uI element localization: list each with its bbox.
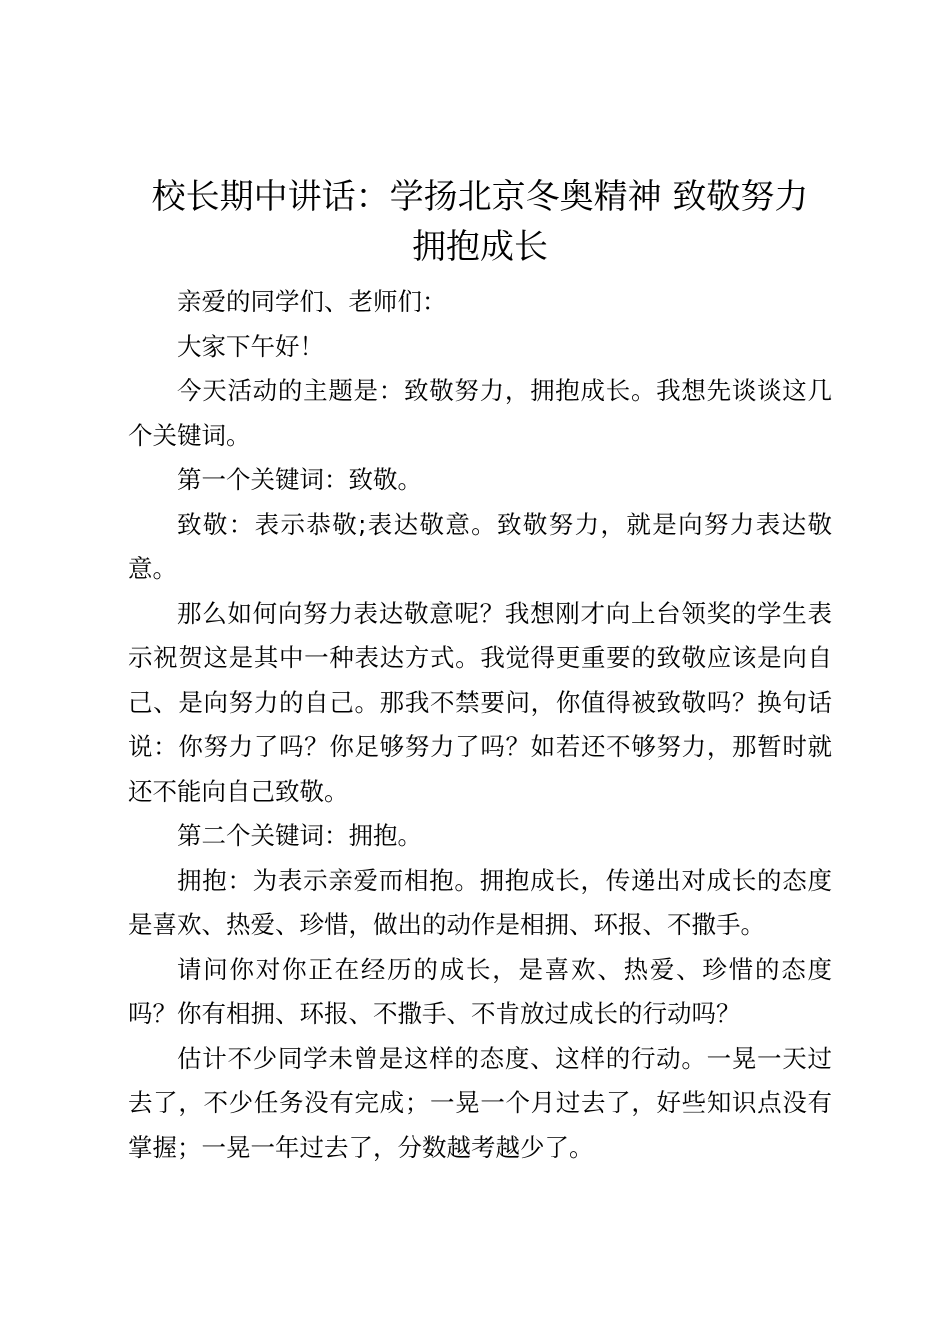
paragraph-theme: 今天活动的主题是：致敬努力，拥抱成长。我想先谈谈这几个关键词。 bbox=[128, 376, 832, 450]
title-line-2: 拥抱成长 bbox=[412, 227, 548, 267]
document-page bbox=[128, 172, 832, 1170]
paragraph-how-to-respect: 那么如何向努力表达敬意呢？我想刚才向上台领奖的学生表示祝贺这是其中一种表达方式。我觉得更重要的致敬应该是向自己、是向努力的自己。那我不禁要问，你值得被致敬吗？换句话说：你努力了吗？你足够努力了吗？如若还不够努力，那暂时就还不能向自己致敬。 bbox=[128, 598, 832, 806]
document-title bbox=[128, 172, 832, 272]
paragraph-zhijing-definition: 致敬：表示恭敬;表达敬意。致敬努力，就是向努力表达敬意。 bbox=[128, 509, 832, 583]
paragraph-yongbao-definition: 拥抱：为表示亲爱而相抱。拥抱成长，传递出对成长的态度是喜欢、热爱、珍惜，做出的动作是相拥、环报、不撒手。 bbox=[128, 865, 832, 939]
paragraph-keyword-2: 第二个关键词：拥抱。 bbox=[177, 821, 422, 850]
paragraph-greeting: 亲爱的同学们、老师们： bbox=[177, 287, 447, 316]
paragraph-keyword-1: 第一个关键词：致敬。 bbox=[177, 465, 422, 494]
paragraph-estimate: 估计不少同学未曾是这样的态度、这样的行动。一晃一天过去了，不少任务没有完成；一晃一个月过去了，好些知识点没有掌握；一晃一年过去了，分数越考越少了。 bbox=[128, 1043, 832, 1162]
paragraph-good-afternoon: 大家下午好！ bbox=[177, 331, 324, 361]
paragraph-question: 请问你对你正在经历的成长，是喜欢、热爱、珍惜的态度吗？你有相拥、环报、不撒手、不肯放过成长的行动吗？ bbox=[128, 954, 832, 1028]
document-body bbox=[128, 280, 832, 1170]
title-line-1: 校长期中讲话：学扬北京冬奥精神 致敬努力 bbox=[151, 177, 809, 217]
